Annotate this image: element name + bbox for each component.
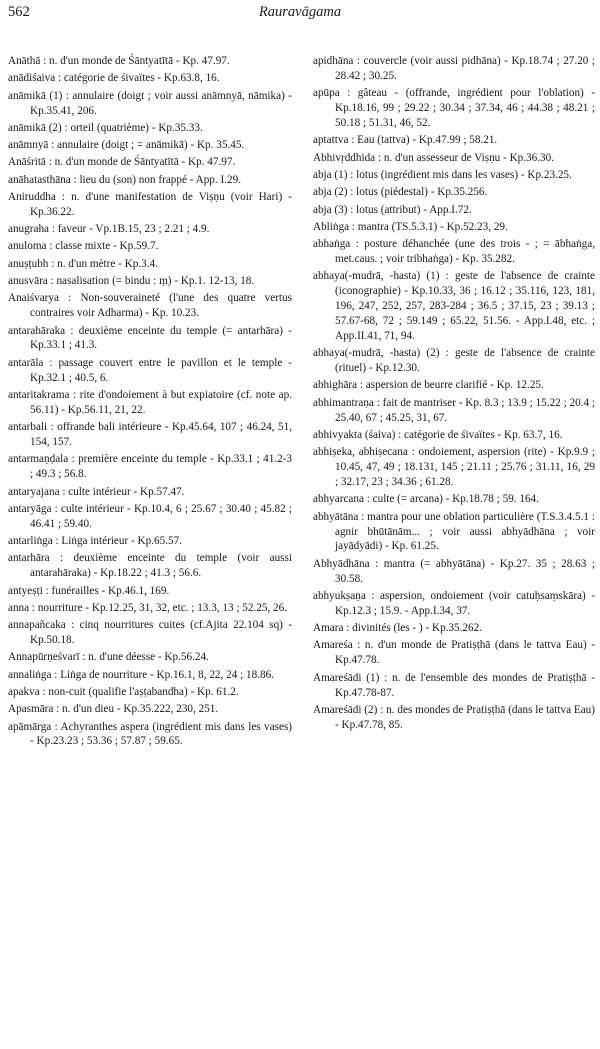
index-entry: abhaya(-mudrā, -hasta) (1) : geste de l'absence de crainte (iconographie) - Kp.10.33, 36 ; 16.12 ; 35.116, 123, 181, 196, 247, 252, 257, 283-284 ; 36.5 ; 37.15, 23 ; 39.13 ; 57.67-68, 72 ; 59.149 ; 65.22, 51.56. - App.I.48, etc. ; App.II.41, 71, 94.: [313, 270, 595, 342]
index-entry: annapañcaka : cinq nourritures cuites (cf.Ajita 22.104 sq) - Kp.50.18.: [8, 619, 292, 647]
index-entry: abhimantraṇa : fait de mantriser - Kp. 8.3 ; 13.9 ; 15.22 ; 20.4 ; 25.40, 67 ; 45.25, 31, 67.: [313, 396, 595, 424]
index-entry: Amareśādi (1) : n. de l'ensemble des mondes de Pratiṣṭhā - Kp.47.78-87.: [313, 671, 595, 699]
index-entry: anāhatasthāna : lieu du (son) non frappé - App. I.29.: [8, 173, 242, 186]
index-entry: anāmikā (2) : orteil (quatrième) - Kp.35.33.: [8, 121, 203, 134]
index-entry: Anāśritā : n. d'un monde de Śāntyatītā - Kp. 47.97.: [8, 156, 236, 169]
index-entry: Annapūrṇeśvarī : n. d'une déesse - Kp.56.24.: [8, 651, 209, 664]
index-entry: Abhyādhāna : mantra (= abhyātāna) - Kp.27. 35 ; 28.63 ; 30.58.: [313, 557, 595, 585]
index-entry: anuloma : classe mixte - Kp.59.7.: [8, 240, 159, 253]
index-entry: anugraha : faveur - Vp.1B.15, 23 ; 2.21 ; 4.9.: [8, 223, 210, 236]
index-entry: apāmārga : Achyranthes aspera (ingrédient mis dans les vases) - Kp.23.23 ; 53.36 ; 57.87 ; 59.65.: [8, 720, 292, 748]
index-entry: apidhāna : couvercle (voir aussi pidhāna) - Kp.18.74 ; 27.20 ; 28.42 ; 30.25.: [313, 55, 595, 82]
index-entry: antarāla : passage couvert entre le pavillon et le temple - Kp.32.1 ; 40.5, 6.: [8, 356, 292, 384]
index-entry: Apasmāra : n. d'un dieu - Kp.35.222, 230, 251.: [8, 703, 219, 716]
index-entry: abhaṅga : posture déhanchée (une des trois - ; = ābhaṅga, met.caus. ; voir tribhaṅga) - Kp. 35.282.: [313, 238, 595, 265]
index-entry: apūpa : gâteau - (offrande, ingrédient pour l'oblation) - Kp.18.16, 99 ; 29.22 ; 30.34 ; 37.34, 46 ; 44.38 ; 48.21 ; 50.18 ; 51.31, 46, 52.: [313, 87, 595, 130]
index-entry: antaritakrama : rite d'ondoiement à but expiatoire (cf. note ap. 56.11) - Kp.56.11, 21, 22.: [8, 388, 292, 416]
index-entry: abhivyakta (śaiva) : catégorie de śivaïtes - Kp. 63.7, 16.: [313, 428, 563, 441]
index-entry: anna : nourriture - Kp.12.25, 31, 32, etc. ; 13.3, 13 ; 52.25, 26.: [8, 601, 288, 614]
index-entry: anādiśaiva : catégorie de śivaïtes - Kp.63.8, 16.: [8, 72, 220, 85]
index-entry: antarhāra : deuxième enceinte du temple (voir aussi antarahāraka) - Kp.18.22 ; 41.3 ; 56.6.: [8, 552, 292, 580]
index-entry: Anāthā : n. d'un monde de Śāntyatītā - Kp. 47.97.: [8, 55, 230, 67]
index-entry: antaryāga : culte intérieur - Kp.10.4, 6 ; 25.67 ; 30.40 ; 45.82 ; 46.41 ; 59.40.: [8, 502, 292, 530]
index-entry: Amareśa : n. d'un monde de Pratiṣṭhā (dans le tattva Eau) - Kp.47.78.: [313, 639, 595, 667]
index-entry: abhyukṣaṇa : aspersion, ondoiement (voir catuḥsaṃskāra) - Kp.12.3 ; 15.9. - App.I.34, 37.: [313, 589, 595, 617]
left-column: [8, 54, 292, 752]
index-entry: antarmaṇḍala : première enceinte du temple - Kp.33.1 ; 41.2-3 ; 49.3 ; 56.8.: [8, 453, 292, 481]
page-number: 562: [8, 4, 30, 20]
index-entry: anusvāra : nasalisation (= bindu : ṃ) - Kp.1. 12-13, 18.: [8, 275, 255, 288]
index-entry: Amareśādi (2) : n. des mondes de Pratiṣṭhā (dans le tattva Eau) - Kp.47.78, 85.: [313, 703, 595, 731]
index-entry: anuṣṭubh : n. d'un mètre - Kp.3.4.: [8, 257, 158, 270]
index-entry: abhyātāna : mantra pour une oblation particulière (T.S.3.4.5.1 : agnir bhūtānām... ; voir aussi abhyādhāna ; voir jayādyādi) - Kp. 61.25.: [313, 510, 595, 553]
index-entry: antarahāraka : deuxième enceinte du temple (= antarhāra) - Kp.33.1 ; 41.3.: [8, 324, 292, 352]
index-entry: abhiṣeka, abhiṣecana : ondoiement, aspersion (rite) - Kp.9.9 ; 10.45, 47, 49 ; 18.131, 145 ; 21.11 ; 25.76 ; 31.11, 16, 29 ; 32.17, 23 ; 34.36 ; 61.28.: [313, 446, 595, 489]
index-entry: abhyarcana : culte (= arcana) - Kp.18.78 ; 59. 164.: [313, 493, 539, 506]
index-entry: abhaya(-mudrā, -hasta) (2) : geste de l'absence de crainte (rituel) - Kp.12.30.: [313, 347, 595, 375]
index-entry: Abhivṛddhida : n. d'un assesseur de Viṣṇu - Kp.36.30.: [313, 151, 555, 164]
index-entry: apakva : non-cuit (qualifie l'aṣṭabandha) - Kp. 61.2.: [8, 685, 239, 698]
index-entry: anāmikā (1) : annulaire (doigt ; voir aussi anāmnyā, nāmika) - Kp.35.41, 206.: [8, 89, 292, 117]
index-entry: antarliṅga : Liṅga intérieur - Kp.65.57.: [8, 535, 182, 548]
index-entry: antarbali : offrande bali intérieure - Kp.45.64, 107 ; 46.24, 51, 154, 157.: [8, 421, 292, 449]
index-entry: Aniruddha : n. d'une manifestation de Viṣṇu (voir Hari) - Kp.36.22.: [8, 190, 292, 218]
index-entry: antyeṣṭi : funérailles - Kp.46.1, 169.: [8, 584, 170, 597]
running-title: Rauravāgama: [258, 4, 342, 20]
index-entry: abja (1) : lotus (ingrédient mis dans les vases) - Kp.23.25.: [313, 168, 572, 181]
index-entry: Anaiśvarya : Non-souveraineté (l'une des quatre vertus contraires voir Adharma) - Kp. 10.23.: [8, 292, 292, 320]
index-entry: aptattva : Eau (tattva) - Kp.47.99 ; 58.21.: [313, 134, 498, 147]
index-entry: abja (3) : lotus (attribut) - App.I.72.: [313, 203, 472, 216]
index-entry: annaliṅga : Liṅga de nourriture - Kp.16.1, 8, 22, 24 ; 18.86.: [8, 668, 274, 681]
right-column: [313, 54, 595, 735]
index-entry: abhighāra : aspersion de beurre clarifié - Kp. 12.25.: [313, 379, 544, 392]
index-entry: anāmnyā : annulaire (doigt ; = anāmikā) - Kp. 35.45.: [8, 139, 245, 152]
index-entry: antaryajana : culte intérieur - Kp.57.47.: [8, 485, 185, 498]
page-header: [8, 4, 592, 26]
index-entry: Amara : divinités (les - ) - Kp.35.262.: [313, 622, 483, 635]
index-entry: Abliṅga : mantra (TS.5.3.1) - Kp.52.23, 29.: [313, 220, 508, 233]
index-entry: abja (2) : lotus (piédestal) - Kp.35.256.: [313, 186, 488, 199]
